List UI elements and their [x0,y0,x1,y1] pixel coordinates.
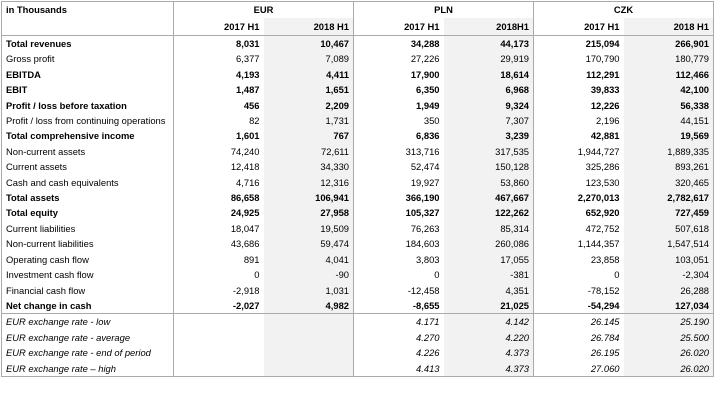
value-cell: 2,782,617 [624,190,714,205]
value-cell: 2,209 [264,98,354,113]
value-cell: 26.784 [534,330,624,345]
currency-header-pln: PLN [354,2,534,19]
value-cell: 52,474 [354,159,444,174]
value-cell: 266,901 [624,36,714,52]
value-cell: 1,487 [174,82,264,97]
value-cell: 767 [264,128,354,143]
row-label: EUR exchange rate – high [6,362,116,374]
value-cell: -381 [444,267,534,282]
value-cell: 456 [174,98,264,113]
row-label: Operating cash flow [6,253,89,265]
table-row [2,283,714,298]
value-cell: 106,941 [264,190,354,205]
value-cell: 893,261 [624,159,714,174]
value-cell: 72,611 [264,144,354,159]
value-cell: 44,173 [444,36,534,52]
value-cell: -54,294 [534,298,624,314]
value-cell: 26.020 [624,345,714,360]
row-label: Financial cash flow [6,284,86,296]
row-label: Investment cash flow [6,269,94,281]
table-row [2,36,714,52]
value-cell: 472,752 [534,221,624,236]
value-cell: 27,958 [264,205,354,220]
value-cell: -2,304 [624,267,714,282]
value-cell: 4.270 [354,330,444,345]
value-cell: 6,350 [354,82,444,97]
value-cell: 7,089 [264,51,354,66]
table-row [2,98,714,113]
row-label: EUR exchange rate - low [6,316,111,328]
value-cell: 34,288 [354,36,444,52]
value-cell: 4,351 [444,283,534,298]
table-row [2,236,714,251]
value-cell: 19,509 [264,221,354,236]
value-cell: 4.220 [444,330,534,345]
period-header: 2018 H1 [624,18,714,36]
row-label: Cash and cash equivalents [6,176,119,188]
value-cell: 24,925 [174,205,264,220]
value-cell: 8,031 [174,36,264,52]
value-cell [264,361,354,377]
value-cell: 43,686 [174,236,264,251]
value-cell: 1,031 [264,283,354,298]
value-cell: 1,651 [264,82,354,97]
value-cell: 21,025 [444,298,534,314]
table-row [2,330,714,345]
value-cell: 112,466 [624,67,714,82]
value-cell: 4.413 [354,361,444,377]
value-cell: 7,307 [444,113,534,128]
value-cell: 350 [354,113,444,128]
row-label: Total assets [6,192,60,204]
period-header: 2017 H1 [354,18,444,36]
value-cell: -8,655 [354,298,444,314]
table-row [2,205,714,220]
value-cell: 4.226 [354,345,444,360]
row-label: Non-current liabilities [6,238,94,250]
value-cell: 18,614 [444,67,534,82]
table-row [2,252,714,267]
value-cell: 42,100 [624,82,714,97]
value-cell: 53,860 [444,175,534,190]
value-cell: 467,667 [444,190,534,205]
currency-header-czk: CZK [534,2,714,19]
row-label: EBIT [6,84,28,96]
value-cell: -2,918 [174,283,264,298]
value-cell: 2,270,013 [534,190,624,205]
value-cell: 4,041 [264,252,354,267]
row-label: Total revenues [6,38,72,49]
value-cell: 12,226 [534,98,624,113]
value-cell: 56,338 [624,98,714,113]
value-cell [264,345,354,360]
value-cell: 12,316 [264,175,354,190]
value-cell: 19,569 [624,128,714,143]
value-cell: 366,190 [354,190,444,205]
row-label: Total comprehensive income [6,130,135,142]
value-cell: 123,530 [534,175,624,190]
value-cell: 9,324 [444,98,534,113]
value-cell [174,314,264,330]
value-cell: 105,327 [354,205,444,220]
header-blank-cell [2,18,174,36]
value-cell: -12,458 [354,283,444,298]
row-label: Gross profit [6,53,55,65]
value-cell [174,345,264,360]
value-cell: 507,618 [624,221,714,236]
value-cell: 27,226 [354,51,444,66]
value-cell: 39,833 [534,82,624,97]
table-row [2,175,714,190]
value-cell: 184,603 [354,236,444,251]
value-cell: 0 [174,267,264,282]
table-row [2,82,714,97]
value-cell: 34,330 [264,159,354,174]
table-row [2,190,714,205]
value-cell: 25.190 [624,314,714,330]
value-cell: 4.142 [444,314,534,330]
row-label: EUR exchange rate - end of period [6,347,151,359]
value-cell: 82 [174,113,264,128]
table-row [2,67,714,82]
value-cell: -2,027 [174,298,264,314]
value-cell: 26.195 [534,345,624,360]
value-cell: -90 [264,267,354,282]
value-cell: 4.171 [354,314,444,330]
value-cell: 26,288 [624,283,714,298]
value-cell: 10,467 [264,36,354,52]
value-cell: 17,900 [354,67,444,82]
value-cell: 127,034 [624,298,714,314]
value-cell: 122,262 [444,205,534,220]
value-cell: 4,411 [264,67,354,82]
table-row [2,314,714,330]
value-cell: 6,968 [444,82,534,97]
value-cell: 4,716 [174,175,264,190]
value-cell: 727,459 [624,205,714,220]
value-cell: 19,927 [354,175,444,190]
value-cell: 112,291 [534,67,624,82]
value-cell: 103,051 [624,252,714,267]
row-label: Profit / loss from continuing operations [6,115,166,127]
value-cell: 42,881 [534,128,624,143]
row-label: EBITDA [6,68,41,80]
value-cell: 4.373 [444,345,534,360]
value-cell: 891 [174,252,264,267]
value-cell: 59,474 [264,236,354,251]
value-cell: 86,658 [174,190,264,205]
row-label: Non-current assets [6,145,86,157]
value-cell: 1,547,514 [624,236,714,251]
value-cell: 23,858 [534,252,624,267]
table-row [2,159,714,174]
table-row [2,361,714,377]
value-cell: 4.373 [444,361,534,377]
value-cell: 1,949 [354,98,444,113]
table-row [2,51,714,66]
value-cell: 260,086 [444,236,534,251]
table-row [2,128,714,143]
value-cell: 180,779 [624,51,714,66]
value-cell: 74,240 [174,144,264,159]
value-cell [264,330,354,345]
value-cell: 150,128 [444,159,534,174]
value-cell [264,314,354,330]
value-cell: 26.020 [624,361,714,377]
table-row [2,144,714,159]
period-header: 2018 H1 [264,18,354,36]
value-cell: 29,919 [444,51,534,66]
value-cell [174,330,264,345]
value-cell: 317,535 [444,144,534,159]
unit-label: in Thousands [6,4,67,16]
value-cell: 26.145 [534,314,624,330]
value-cell: 76,263 [354,221,444,236]
value-cell: 3,239 [444,128,534,143]
value-cell: 1,944,727 [534,144,624,159]
table-row [2,113,714,128]
value-cell: 1,601 [174,128,264,143]
value-cell: 85,314 [444,221,534,236]
value-cell: 17,055 [444,252,534,267]
value-cell: 320,465 [624,175,714,190]
value-cell: 4,982 [264,298,354,314]
value-cell: 27.060 [534,361,624,377]
period-header: 2017 H1 [174,18,264,36]
value-cell: 170,790 [534,51,624,66]
value-cell [174,361,264,377]
value-cell: 2,196 [534,113,624,128]
row-label: Current assets [6,161,67,173]
table-row [2,345,714,360]
row-label: Current liabilities [6,222,76,234]
value-cell: 3,803 [354,252,444,267]
value-cell: 18,047 [174,221,264,236]
row-label: Total equity [6,207,58,219]
row-label: Profit / loss before taxation [6,99,127,111]
table-row [2,267,714,282]
value-cell: 4,193 [174,67,264,82]
value-cell: 44,151 [624,113,714,128]
period-header: 2017 H1 [534,18,624,36]
value-cell: 325,286 [534,159,624,174]
value-cell: 215,094 [534,36,624,52]
value-cell: 12,418 [174,159,264,174]
value-cell: 25.500 [624,330,714,345]
value-cell: 652,920 [534,205,624,220]
value-cell: 6,377 [174,51,264,66]
financial-summary-table [1,1,714,377]
table-row [2,221,714,236]
value-cell: 0 [354,267,444,282]
value-cell: 313,716 [354,144,444,159]
period-header: 2018H1 [444,18,534,36]
value-cell: 1,889,335 [624,144,714,159]
value-cell: -78,152 [534,283,624,298]
value-cell: 6,836 [354,128,444,143]
currency-header-eur: EUR [174,2,354,19]
value-cell: 1,731 [264,113,354,128]
row-label: EUR exchange rate - average [6,331,131,343]
row-label: Net change in cash [2,298,174,314]
value-cell: 1,144,357 [534,236,624,251]
value-cell: 0 [534,267,624,282]
table-row [2,298,714,314]
